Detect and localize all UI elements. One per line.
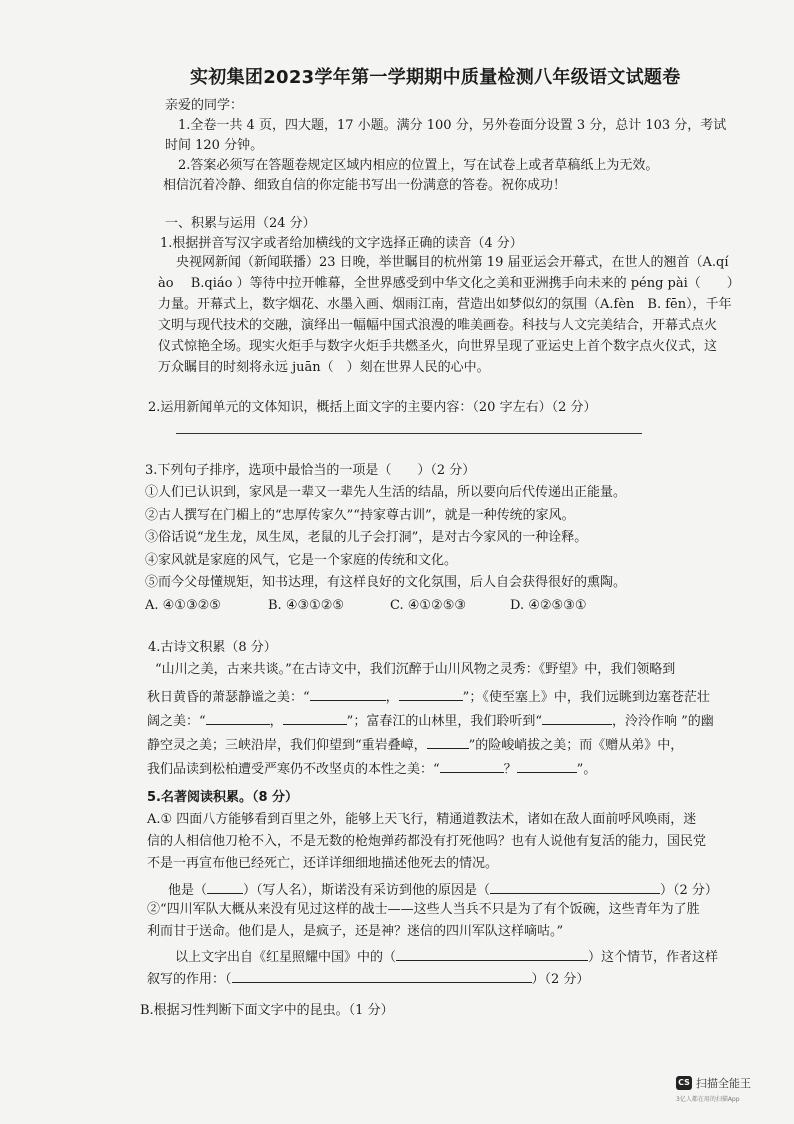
intro-rule-1: 1.全卷一共 4 页，四大题，17 小题。满分 100 分，另外卷面分设置 3 分，总计 103 分，考试 (178, 118, 727, 133)
q3-sentence: ②古人撰写在门楣上的“忠厚传家久”“持家尊古训”，就是一种传统的家风。 (145, 508, 575, 523)
q4-line: “山川之美，古来共谈。”在古诗文中，我们沉醉于山川风物之灵秀：《野望》中，我们领略到 (155, 662, 676, 677)
q1-passage-line: 文明与现代技术的交融，演绎出一幅幅中国式浪漫的唯美画卷。科技与人文完美结合，开幕式点火 (158, 318, 718, 333)
q3-option-c[interactable]: C. ④①②⑤③ (390, 598, 467, 613)
q1-passage-line: 万众瞩目的时刻将永远 juān（ ）刻在世界人民的心中。 (158, 360, 490, 375)
q3-option-a[interactable]: A. ④①③②⑤ (145, 598, 221, 613)
q5-passage-line: ②“四川军队大概从来没有见过这样的战士——这些人当兵不只是为了有个饭碗，这些青年为了胜 (147, 902, 700, 917)
q3-sentence: ①人们已认识到，家风是一辈又一辈先人生活的结晶，所以要向后代传递出正能量。 (145, 485, 627, 500)
camscanner-logo: CS (676, 1076, 692, 1090)
q5-passage-line: 不是一再宣布他已经死亡，还详详细细地描述他死去的情况。 (147, 856, 499, 871)
question-5: 5.名著阅读积累。（8 分） (147, 790, 299, 805)
q3-sentence: ④家风就是家庭的风气，它是一个家庭的传统和文化。 (145, 553, 458, 568)
q1-passage-line: 力量。开幕式上，数字烟花、水墨入画、烟雨江南，营造出如梦似幻的氛围（A.fèn B. fēn），千年 (158, 297, 732, 312)
camscanner-name: 扫描全能王 (696, 1077, 751, 1090)
q1-passage-line: ào B.qiáo ）等待中拉开帷幕，全世界感受到中华文化之美和亚洲携手向未来的 péng pài（ ） (158, 276, 740, 291)
question-1: 1.根据拼音写汉字或者给加横线的文字选择正确的读音（4 分） (160, 236, 523, 251)
q4-line: 静空灵之美；三峡沿岸，我们仰望到“重岩叠嶂， ”的险峻峭拔之美；而《赠从弟》中， (147, 734, 683, 754)
q3-sentence: ⑤而今父母懂规矩，知书达理，有这样良好的文化氛围，后人自会获得很好的熏陶。 (145, 575, 627, 590)
q5-passage-line: 信的人相信他刀枪不入，不是无数的枪炮弹药都没有打死他吗？也有人说他有复活的能力，国民党 (147, 834, 707, 849)
intro-greeting: 亲爱的同学： (165, 98, 244, 113)
q5-part-b: B.根据习性判断下面文字中的昆虫。（1 分） (140, 1003, 394, 1018)
q5-fill-line: 他是（ ）（写人名），斯诺没有采访到他的原因是（ ）（2 分） (168, 879, 718, 899)
intro-encouragement: 相信沉着冷静、细致自信的你定能书写出一份满意的答卷。祝你成功！ (163, 178, 567, 193)
q1-passage-line: 央视网新闻（新闻联播）23 日晚，举世瞩目的杭州第 19 届亚运会开幕式，在世人的翘首（A.qí (176, 255, 729, 270)
intro-rule-1-cont: 时间 120 分钟。 (165, 138, 264, 153)
question-4: 4.古诗文积累（8 分） (148, 640, 277, 655)
q4-line: 我们品读到松柏遭受严寒仍不改坚贞的本性之美：“ ？ ”。 (147, 758, 596, 778)
q4-line: 秋日黄昏的萧瑟静谧之美：“ ， ”；《使至塞上》中，我们远眺到边塞苍茫壮 (147, 686, 710, 706)
page-title: 实初集团2023学年第一学期期中质量检测八年级语文试题卷 (190, 67, 681, 88)
q1-passage-line: 仪式惊艳全场。现实火炬手与数字火炬手共燃圣火，向世界呈现了亚运史上首个数字点火仪式，这 (158, 339, 718, 354)
section-1-heading: 一、积累与运用（24 分） (165, 216, 316, 231)
q5-passage-line: 利而甘于送命。他们是人，是疯子，还是神？迷信的四川军队这样嘀咕。” (147, 924, 564, 939)
q3-option-d[interactable]: D. ④②⑤③① (510, 598, 587, 613)
q5-fill-line: 叙写的作用：（ ）（2 分） (147, 968, 589, 988)
intro-rule-2: 2.答案必须写在答题卷规定区域内相应的位置上，写在试卷上或者草稿纸上为无效。 (178, 158, 659, 173)
q5-fill-line: 以上文字出自《红星照耀中国》中的（ ）这个情节，作者这样 (175, 946, 718, 966)
q3-sentence: ③俗话说“龙生龙，凤生凤，老鼠的儿子会打洞”，是对古今家风的一种诠释。 (145, 530, 588, 545)
q3-option-b[interactable]: B. ④③①②⑤ (268, 598, 345, 613)
question-3: 3.下列句子排序，选项中最恰当的一项是（ ）（2 分） (145, 463, 476, 478)
camscanner-tagline: 3亿人都在用的扫描App (676, 1096, 740, 1103)
q4-line: 阔之美：“ ， ”；富春江的山林里，我们聆听到“ ，泠泠作响 ”的幽 (147, 710, 714, 730)
answer-line[interactable] (176, 433, 642, 434)
q5-passage-line: A.① 四面八方能够看到百里之外，能够上天飞行，精通道教法术，诸如在敌人面前呼风唤雨，迷 (147, 812, 697, 827)
question-2: 2.运用新闻单元的文体知识，概括上面文字的主要内容：（20 字左右）（2 分） (148, 400, 597, 415)
